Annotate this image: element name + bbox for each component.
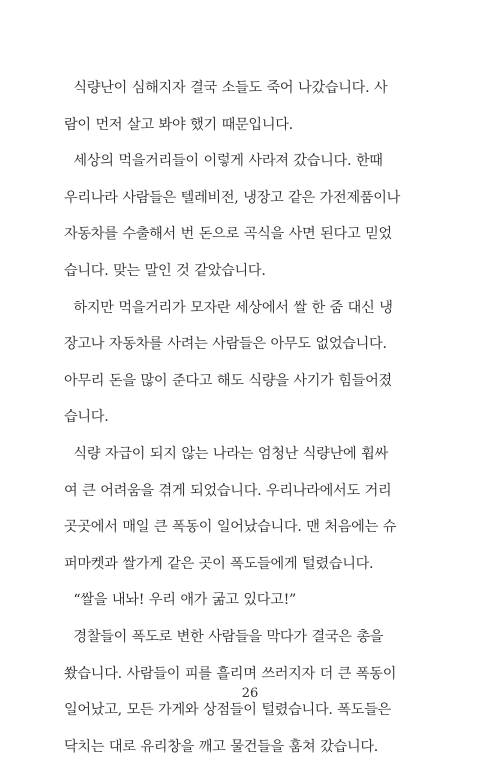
text-line: 세상의 먹을거리들이 이렇게 사라져 갔습니다. 한때 xyxy=(64,153,383,170)
body-text xyxy=(64,70,444,765)
text-line: 자동차를 수출해서 번 돈으로 곡식을 사면 된다고 믿었 xyxy=(64,226,392,243)
text-line: 퍼마켓과 쌀가게 같은 곳이 폭도들에게 털렸습니다. xyxy=(64,555,374,572)
text-line: 아무리 돈을 많이 준다고 해도 식량을 사기가 힘들어졌 xyxy=(64,372,392,389)
text-line: 일어났고, 모든 가게와 상점들이 털렸습니다. 폭도들은 xyxy=(64,702,391,719)
text-line: 여 큰 어려움을 겪게 되었습니다. 우리나라에서도 거리 xyxy=(64,482,392,499)
text-line: 습니다. 맞는 말인 것 같았습니다. xyxy=(64,262,266,279)
text-line: 장고나 자동차를 사려는 사람들은 아무도 없었습니다. xyxy=(64,336,387,353)
text-line: 식량 자급이 되지 않는 나라는 엄청난 식량난에 휩싸 xyxy=(64,445,388,462)
text-line: 닥치는 대로 유리창을 깨고 물건들을 훔쳐 갔습니다. xyxy=(64,738,378,755)
text-line: 우리나라 사람들은 텔레비전, 냉장고 같은 가전제품이나 xyxy=(64,189,401,206)
text-line: 습니다. xyxy=(64,409,109,426)
text-line: 쐈습니다. 사람들이 피를 흘리며 쓰러지자 더 큰 폭동이 xyxy=(64,665,397,682)
text-line: 람이 먼저 살고 봐야 했기 때문입니다. xyxy=(64,116,293,133)
text-line: 곳곳에서 매일 큰 폭동이 일어났습니다. 맨 처음에는 슈 xyxy=(64,519,397,536)
text-line: “쌀을 내놔! 우리 애가 굶고 있다고!” xyxy=(64,592,296,609)
text-line: 식량난이 심해지자 결국 소들도 죽어 나갔습니다. 사 xyxy=(64,80,388,96)
text-line: 하지만 먹을거리가 모자란 세상에서 쌀 한 줌 대신 냉 xyxy=(64,299,393,316)
text-line: 경찰들이 폭도로 변한 사람들을 막다가 결국은 총을 xyxy=(64,628,384,645)
page-number: 26 xyxy=(241,686,259,701)
